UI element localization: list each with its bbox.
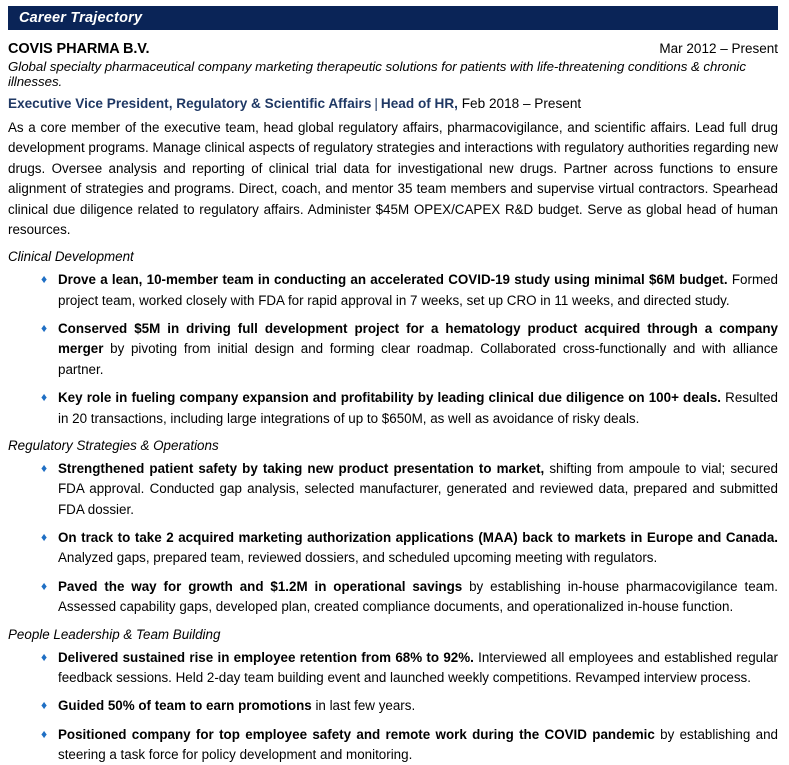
achievement-list	[8, 270, 778, 429]
company-header-row	[8, 41, 778, 57]
achievement-detail: by establishing in-house pharmacovigilance team. Assessed capability gaps, developed plan, created compliance documents, and operationalized in-house function.	[58, 579, 778, 614]
achievement-highlight: Key role in fueling company expansion and profitability by leading clinical due diligence on 100+ deals.	[58, 390, 721, 405]
achievement-item	[8, 459, 778, 520]
subsection-title: Regulatory Strategies & Operations	[8, 438, 778, 453]
role-primary-title: Executive Vice President, Regulatory & Scientific Affairs	[8, 96, 371, 111]
achievement-item	[8, 648, 778, 689]
achievement-detail: Interviewed all employees and established regular feedback sessions. Held 2-day team building event and launched weekly competitions. Revamped interview process.	[58, 650, 778, 685]
achievement-highlight: Delivered sustained rise in employee retention from 68% to 92%.	[58, 650, 474, 665]
diamond-bullet-icon: ♦	[41, 270, 47, 288]
achievement-detail: Formed project team, worked closely with FDA for rapid approval in 7 weeks, set up CRO in 11 weeks, and directed study.	[58, 272, 778, 307]
achievement-detail: Analyzed gaps, prepared team, reviewed dossiers, and scheduled upcoming meeting with regulators.	[58, 550, 657, 565]
achievement-detail: in last few years.	[312, 698, 415, 713]
achievement-item	[8, 528, 778, 569]
subsection-title: Clinical Development	[8, 249, 778, 264]
role-dates: Feb 2018 – Present	[462, 96, 581, 111]
diamond-bullet-icon: ♦	[41, 696, 47, 714]
achievement-highlight: Positioned company for top employee safety and remote work during the COVID pandemic	[58, 727, 655, 742]
diamond-bullet-icon: ♦	[41, 388, 47, 406]
achievement-item	[8, 725, 778, 765]
achievement-highlight: Drove a lean, 10-member team in conducting an accelerated COVID-19 study using minimal $6M budget.	[58, 272, 728, 287]
achievement-highlight: Conserved $5M in driving full development project for a hematology product acquired through a company merger	[58, 321, 778, 356]
achievement-item	[8, 270, 778, 311]
achievement-highlight: Strengthened patient safety by taking new product presentation to market,	[58, 461, 544, 476]
subsection-title: People Leadership & Team Building	[8, 627, 778, 642]
achievement-detail: by establishing and steering a task force for policy development and monitoring.	[58, 727, 778, 762]
company-employment-dates: Mar 2012 – Present	[659, 41, 778, 56]
diamond-bullet-icon: ♦	[41, 577, 47, 595]
diamond-bullet-icon: ♦	[41, 528, 47, 546]
diamond-bullet-icon: ♦	[41, 648, 47, 666]
company-tagline: Global specialty pharmaceutical company marketing therapeutic solutions for patients with life-threatening conditions & chronic illnesses.	[8, 59, 778, 89]
role-summary-paragraph: As a core member of the executive team, head global regulatory affairs, pharmacovigilance, and scientific affairs. Lead full drug development programs. Manage clinical aspects of regulatory strategies and interactions with regulatory authorities regarding new drugs. Oversee analysis and reporting of clinical trial data for investigational new drugs. Partner across functions to ensure alignment of strategies and programs. Direct, coach, and mentor 35 team members and supervise virtual contractors. Spearhead clinical due diligence related to regulatory affairs. Administer $45M OPEX/CAPEX R&D budget. Serve as global head of human resources.	[8, 118, 778, 240]
achievement-item	[8, 696, 778, 716]
achievement-detail: by pivoting from initial design and forming clear roadmap. Collaborated cross-functionally and with alliance partner.	[58, 341, 778, 376]
achievement-item	[8, 577, 778, 618]
role-title-separator: |	[371, 96, 381, 111]
section-header-title: Career Trajectory	[19, 10, 142, 26]
company-name: COVIS PHARMA B.V.	[8, 41, 149, 57]
section-header-bar	[8, 6, 778, 30]
achievement-detail: Resulted in 20 transactions, including large integrations of up to $650M, as well as avoidance of risky deals.	[58, 390, 778, 425]
diamond-bullet-icon: ♦	[41, 459, 47, 477]
role-line	[8, 96, 778, 111]
achievement-detail: shifting from ampoule to vial; secured FDA approval. Conducted gap analysis, selected manufacturer, generated and reviewed data, prepared and submitted FDA dossier.	[58, 461, 778, 517]
role-secondary-title: Head of HR,	[381, 96, 458, 111]
achievement-item	[8, 319, 778, 380]
subsections-container	[8, 249, 778, 765]
diamond-bullet-icon: ♦	[41, 725, 47, 743]
diamond-bullet-icon: ♦	[41, 319, 47, 337]
achievement-list	[8, 648, 778, 765]
achievement-highlight: Guided 50% of team to earn promotions	[58, 698, 312, 713]
achievement-highlight: Paved the way for growth and $1.2M in operational savings	[58, 579, 462, 594]
achievement-list	[8, 459, 778, 618]
achievement-highlight: On track to take 2 acquired marketing authorization applications (MAA) back to markets in Europe and Canada.	[58, 530, 778, 545]
achievement-item	[8, 388, 778, 429]
